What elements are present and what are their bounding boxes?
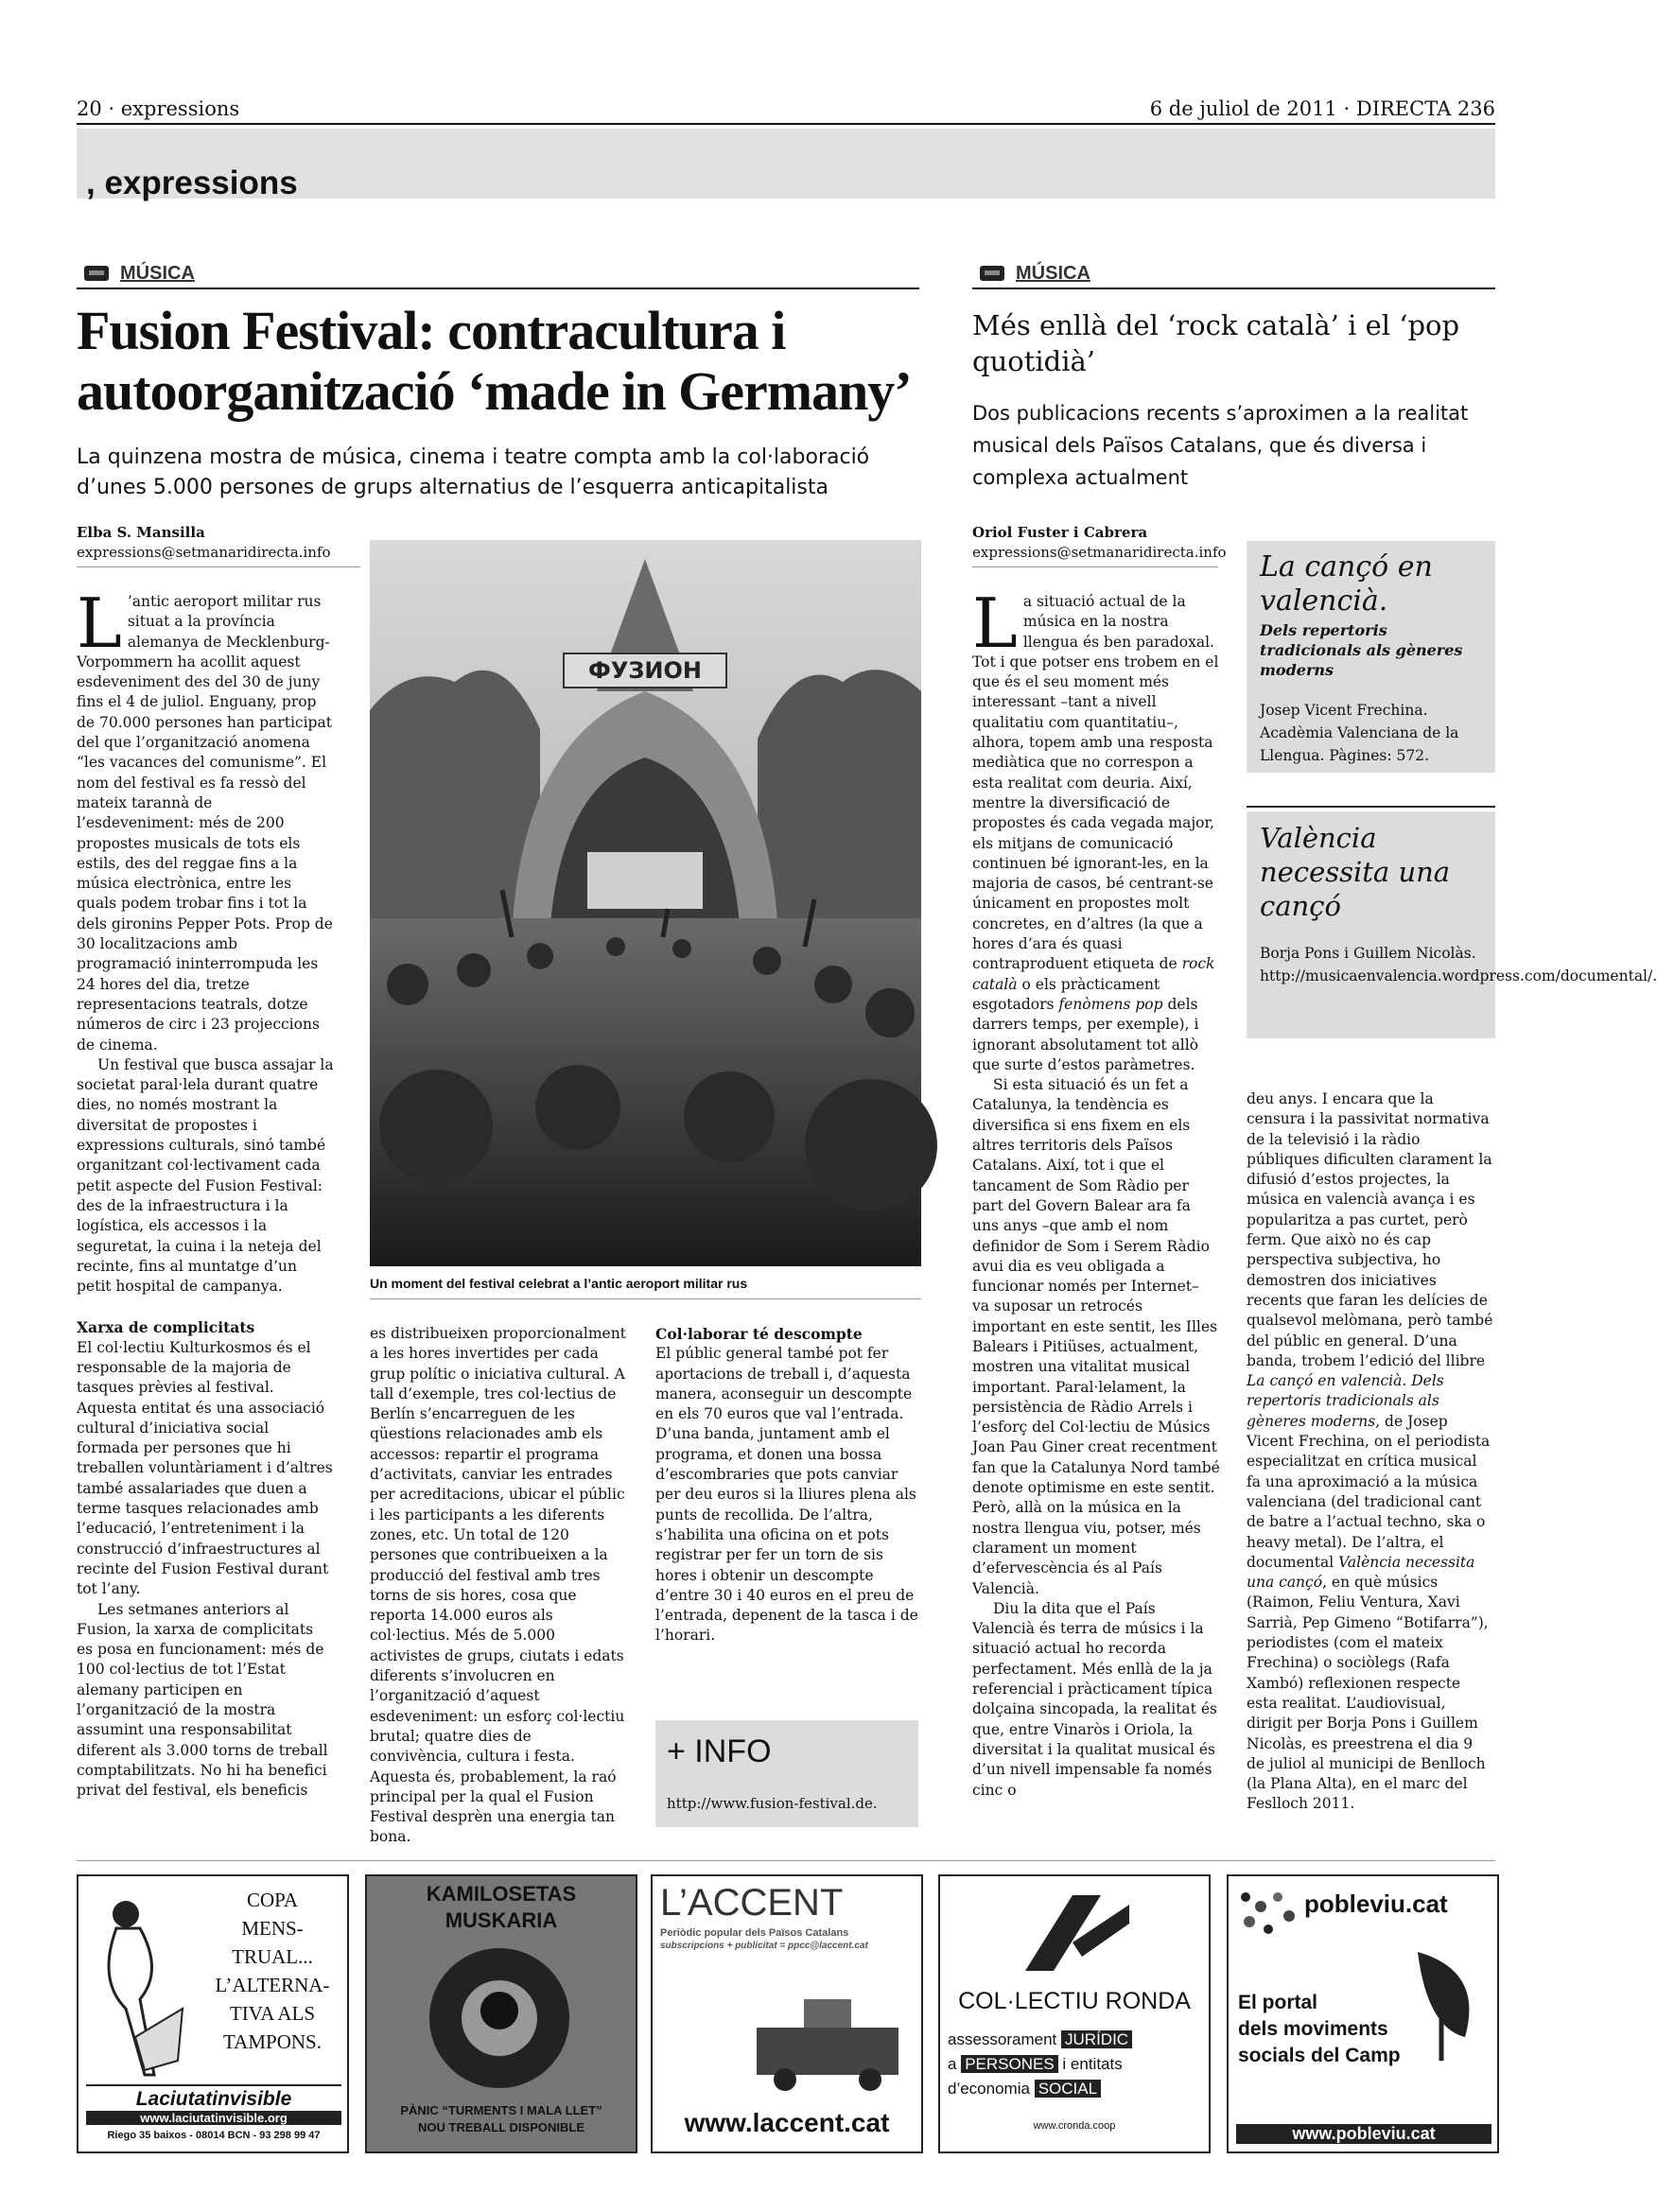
documentary-title: València necessita una cançó bbox=[1260, 822, 1451, 922]
left-col-2: es distribueixen proporcionalment a les hores invertides per cada grup polític o iniciativa cultural. A tall d’exemple, tres col·lectius de Berlín s’encarreguen de les qüestions relacionades amb els accessos: repartir el programa d’activitats, canviar les entrades per acreditacions, ubicar el públic i les participants a les diferents zones, etc. Un total de 120 persones que contribueixen a la producció del festival amb tres torns de sis hores, cosa que reporta 14.000 euros als col·lectius. Més de 5.000 activistes de grups, ciutats i edats diferents s’involucren en l’organització d’aquest esdeveniment: un esforç col·lectiu brutal; quatre dies de convivència, cultura i festa. Aquesta és, probablement, la raó principal per la qual el Fusion Festival desprèn una energia tan bona. bbox=[370, 1325, 626, 1846]
page-section: 20 · expressions bbox=[77, 97, 240, 120]
photo-sign: ФУЗИОН bbox=[588, 657, 702, 684]
info-box bbox=[655, 1720, 918, 1827]
ad-pobleviu[interactable]: pobleviu.cat El portal dels moviments socials del Camp www.pobleviu.cat bbox=[1227, 1874, 1499, 2153]
ad-collectiu-ronda[interactable]: COL·LECTIU RONDA assessorament JURÍDIC a PERSONES i entitats d’economia SOCIAL www.cronda.coop bbox=[938, 1874, 1211, 2153]
book-box bbox=[1247, 541, 1495, 773]
book-title: La cançó en valencià. bbox=[1260, 550, 1433, 618]
skull-icon bbox=[424, 1942, 575, 2094]
left-headline: Fusion Festival: contracultura i autoorganització ‘made in Germany’ bbox=[77, 300, 912, 422]
drop-cap: L bbox=[972, 583, 1018, 663]
running-header bbox=[77, 95, 1495, 125]
band-title: , expressions bbox=[86, 165, 298, 201]
book-details: Josep Vicent Frechina. Acadèmia Valenciana de la Llengua. Pàgines: 572. bbox=[1260, 702, 1459, 764]
documentary-box bbox=[1247, 811, 1657, 1038]
left-section-label: MÚSICA bbox=[77, 259, 919, 289]
book-subtitle: Dels repertoris tradicionals als gèneres moderns bbox=[1260, 621, 1463, 679]
ads-rule bbox=[77, 1860, 1495, 1861]
documentary-details: Borja Pons i Guillem Nicolàs. http://musicaenvalencia.wordpress.com/documental/. bbox=[1260, 945, 1657, 984]
right-dek: Dos publicacions recents s’aproximen a la realitat musical dels Països Catalans, que és diversa i complexa actualment bbox=[972, 402, 1469, 489]
date-issue: 6 de juliol de 2011 · DIRECTA 236 bbox=[1149, 97, 1495, 120]
info-title: + INFO bbox=[667, 1733, 772, 1769]
subhead-collaborar: Col·laborar té descompte bbox=[655, 1325, 863, 1343]
divider bbox=[1247, 806, 1495, 808]
left-byline: Elba S. Mansilla expressions@setmanaridirecta.info bbox=[77, 523, 360, 567]
ad-laccent[interactable]: L’ACCENT Periòdic popular dels Països Catalans subscripcions + publicitat = ppcc@laccent.cat www.laccent.cat bbox=[651, 1874, 923, 2153]
ad-laciutatinvisible[interactable]: COPA MENS- TRUAL... L’ALTERNA- TIVA ALS TAMPONS. Laciutatinvisible www.laciutatinvisible.org Riego 35 baixos - 08014 BCN - 93 298 99 47 bbox=[77, 1874, 349, 2153]
photo-caption: Un moment del festival celebrat a l’antic aeroport militar rus bbox=[370, 1274, 921, 1299]
left-col-1: L ’antic aeroport militar rus situat a la província alemanya de Mecklenburg-Vorpommern ha acollit aquest esdeveniment des del 30 de juny fins el 4 de juliol. Enguany, prop de 70.000 persones han participat del que l’organització anomena “les vacances del comunisme”. El nom del festival es fa ressò del mateix tarannà de l’esdeveniment: més de 200 propostes musicals de tots els estils, des del reggae fins a la música electrònica, entre les quals podem trobar fins i tot la dels gironins Pepper Pots. Prop de 30 localitzacions amb programació ininterrompuda les 24 hores del dia, tretze representacions teatrals, dotze números de circ i 23 projeccions de cinema. Un festival que busca assajar la societat paral·lela durant quatre dies, no només mostrant la diversitat de propostes i expressions culturals, sinó també organitzant col·lectivament cada petit aspecte del Fusion Festival: des de la infraestructura i la logística, els accessos i la seguretat, la cuina i la neteja del recinte, fins al muntatge d’un petit hospital de campanya. Xarxa de complicitats El col·lectiu Kulturkosmos és el responsable de la majoria de tasques prèvies al festival. Aquesta entitat és una associació cultural d’iniciativa social formada per persones que hi treballen voluntàriament i d’altres també assalariades que duen a terme tasques relacionades amb l’educació, l’entreteniment i la construcció d’infraestructures al recinte del Fusion Festival durant tot l’any. Les setmanes anteriors al Fusion, la xarxa de complicitats es posa en funcionament: més de 100 col·lectius de tot l’Estat alemany participen en l’organització de la mostra assumint una responsabilitat diferent als 3.000 torns de treball comptabilitzats. No hi ha benefici privat del festival, els beneficis bbox=[77, 583, 334, 1800]
left-col-3: Col·laborar té descompte El públic general també pot fer aportacions de treball i, d’aquesta manera, aconseguir un descompte en els 70 euros que val l’entrada. D’una banda, juntament amb el programa, et donen una bossa d’escombraries que pots canviar per deu euros si la lliures plena als punts de recollida. De l’altra, s’habilita una oficina on et pots registrar per fer un torn de sis hores i obtenir un descompte d’entre 30 i 40 euros en el preu de l’entrada, depenent de la tasca i de l’horari. bbox=[655, 1325, 918, 1645]
festival-photo bbox=[370, 540, 921, 1266]
right-col-1: La situació actual de la música en la nostra llengua és ben paradoxal. Tot i que potser ens trobem en el que és el seu moment més interessant –tant a nivell qualitatiu com quantitatiu–, alhora, topem amb una resposta mediàtica que no correspon a esta realitat com deuria. Així, mentre la diversificació de propostes és cada vegada major, els mitjans de comunicació continuen bé ignorant-les, en la majoria de casos, bé centrant-se únicament en propostes molt concretes, en d’altres (la que a hores d’ara és quasi contraproduent etiqueta de rock català o els pràcticament esgotadors fenòmens pop dels darrers temps, per exemple), i ignorant absolutament tot allò que surte d’estos paràmetres. Si esta situació és un fet a Catalunya, la tendència es diversifica si ens fixem en els altres territoris dels Països Catalans. Així, tot i que el tancament de Som Ràdio per part del Govern Balear ara fa uns anys –que amb el nom definidor de Som i Serem Ràdio avui dia es veu obligada a funcionar només per Internet– va suposar un retrocés important en este sentit, les Illes Balears i Pitiüses, actualment, mostren una vitalitat musical important. Paral·lelament, la persistència de Ràdio Arrels i l’esforç del Col·lectiu de Músics Joan Pau Giner creat recentment fan que la Catalunya Nord també denote optimisme en este sentit. Però, allà on la música en la nostra llengua viu, potser, més clarament un moment d’efervescència és al País Valencià. Diu la dita que el País Valencià és terra de músics i la situació actual ho recorda perfectament. Més enllà de la ja referencial i pràcticament típica dolçaina sincopada, la realitat és que, entre Vinaròs i Oriola, la diversitat i la qualitat musical és d’un nivell impensable fa només cinc o bbox=[972, 583, 1220, 1799]
subhead-xarxa: Xarxa de complicitats bbox=[77, 1318, 255, 1337]
right-col-2: deu anys. I encara que la censura i la passivitat normativa de la televisió i la ràdio públiques dificulten clarament la difusió d’estos projectes, la música en valencià avança i es popularitza a pas curtet, però ferm. Que això no és cap perspectiva subjectiva, ho demostren dos iniciatives recents que faran les delícies de qualsevol melòmana, però també del públic en general. D’una banda, trobem l’edició del llibre La cançó en valencià. Dels repertoris tradicionals als gèneres moderns, de Josep Vicent Frechina, on el periodista especialitzat en crítica musical fa una aproximació a la música valenciana (del tradicional cant de batre a l’actual techno, ska o heavy metal). De l’altra, el documental València necessita una cançó, en què músics (Raimon, Feliu Ventura, Xavi Sarrià, Pep Gimeno “Botifarra”), periodistes (com el mateix Frechina) o sociòlegs (Rafa Xambó) reflexionen respecte esta realitat. L’audiovisual, dirigit per Borja Pons i Guillem Nicolàs, es preestrena el dia 9 de juliol al municipi de Benlloch (la Plana Alta), en el marc del Feslloch 2011. bbox=[1247, 1090, 1493, 1813]
satellite-dish-icon bbox=[1399, 1942, 1493, 2065]
right-headline: Més enllà del ‘rock català’ i el ‘pop quotidià’ bbox=[972, 309, 1460, 377]
music-icon bbox=[84, 266, 109, 281]
right-byline: Oriol Fuster i Cabrera expressions@setmanaridirecta.info bbox=[972, 523, 1218, 567]
ronda-logo-icon bbox=[1016, 1886, 1139, 1980]
drop-cap: L bbox=[77, 583, 122, 663]
printing-press-icon bbox=[747, 1990, 908, 2094]
right-section-label: MÚSICA bbox=[972, 259, 1495, 289]
left-dek: La quinzena mostra de música, cinema i teatre compta amb la col·laboració d’unes 5.000 persones de grups alternatius de l’esquerra anticapitalista bbox=[77, 445, 870, 499]
info-link[interactable]: http://www.fusion-festival.de. bbox=[667, 1795, 878, 1812]
section-band bbox=[77, 129, 1495, 199]
music-icon bbox=[980, 266, 1004, 281]
ad-kamilosetas[interactable]: KAMILOSETAS MUSKARIA PÀNIC “TURMENTS I MALA LLET” NOU TREBALL DISPONIBLE bbox=[365, 1874, 637, 2153]
figure-illustration bbox=[88, 1895, 192, 2084]
dots-logo-icon bbox=[1236, 1888, 1312, 1944]
